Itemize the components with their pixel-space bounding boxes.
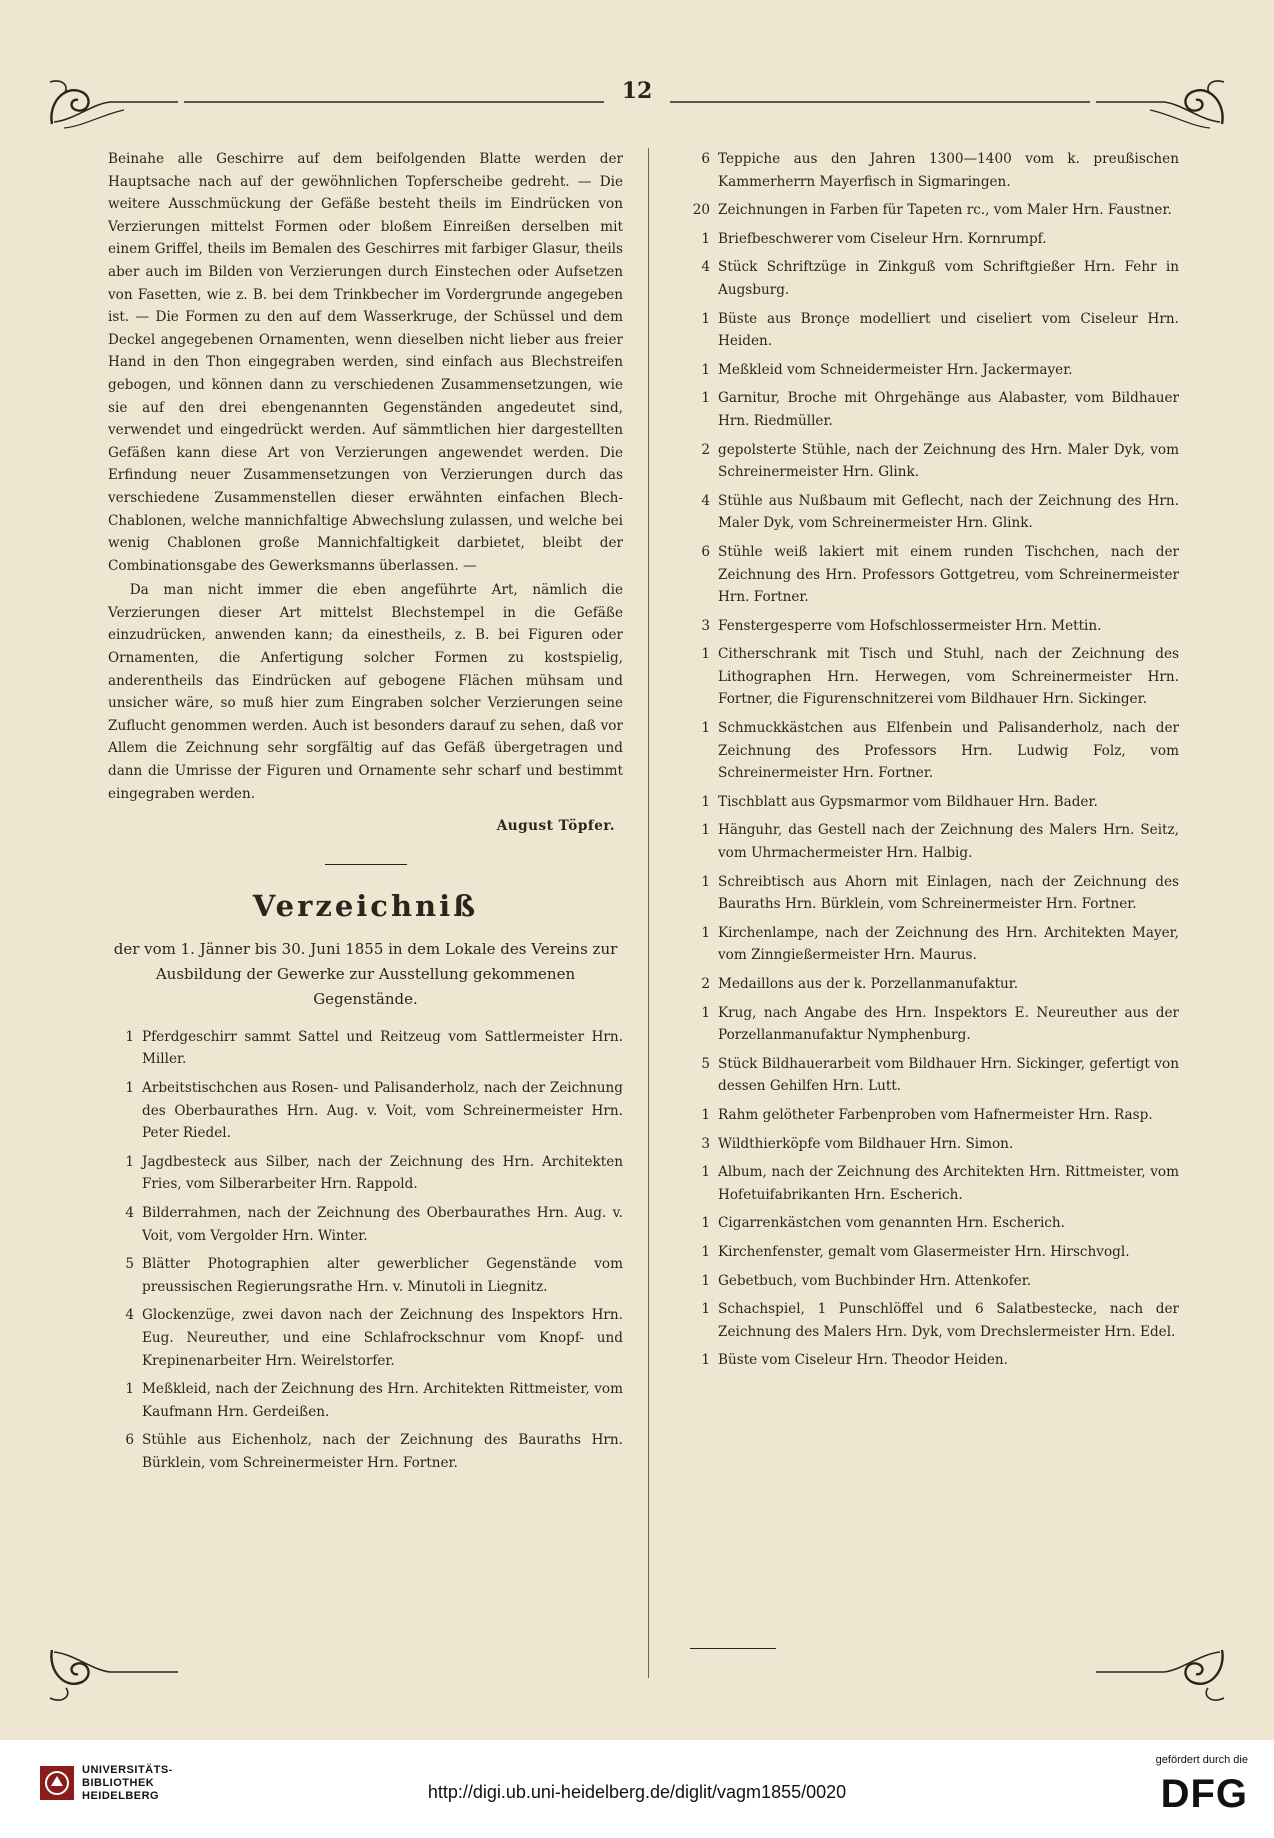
- item-quantity: 1: [701, 1243, 710, 1260]
- item-quantity: 20: [692, 202, 710, 219]
- list-item: [684, 439, 1179, 484]
- permalink-url[interactable]: http://digi.ub.uni-heidelberg.de/diglit/vagm1855/0020: [427, 1782, 847, 1802]
- right-item-list: [684, 148, 1179, 1372]
- item-quantity: 1: [701, 646, 710, 663]
- item-text: Stühle aus Eichenholz, nach der Zeichnung des Bauraths Hrn. Bürklein, vom Schreinermeister Hrn. Fortner.: [142, 1432, 623, 1471]
- item-text: Bilderrahmen, nach der Zeichnung des Oberbaurathes Hrn. Aug. v. Voit, vom Vergolder Hrn. Winter.: [142, 1204, 623, 1244]
- item-text: Hänguhr, das Gestell nach der Zeichnung des Malers Hrn. Seitz, vom Uhrmachermeister Hrn. Halbig.: [718, 822, 1179, 862]
- item-quantity: 1: [701, 1164, 710, 1181]
- item-text: Jagdbesteck aus Silber, nach der Zeichnung des Hrn. Architekten Fries, vom Silberarbeiter Hrn. Rappold.: [142, 1153, 623, 1193]
- item-quantity: 4: [701, 492, 710, 509]
- list-item: [108, 1151, 623, 1196]
- item-quantity: 1: [701, 390, 710, 407]
- item-quantity: 1: [701, 1352, 710, 1369]
- institution-line: HEIDELBERG: [82, 1790, 160, 1802]
- bottom-left-corner-ornament-icon: [44, 1640, 184, 1710]
- list-item: [684, 228, 1179, 251]
- item-quantity: 6: [125, 1432, 134, 1449]
- item-text: Krug, nach Angabe des Hrn. Inspektors E. Neureuther aus der Porzellanmanufaktur Nymphenburg.: [718, 1004, 1179, 1044]
- section-subheading: der vom 1. Jänner bis 30. Juni 1855 in dem Lokale des Vereins zur Ausbildung der Gewerke zur Ausstellung gekommenen Gegenstände.: [113, 939, 618, 1008]
- right-column: [684, 148, 1179, 1378]
- item-text: Stück Bildhauerarbeit vom Bildhauer Hrn. Sickinger, gefertigt von dessen Gehilfen Hrn. Lutt.: [718, 1055, 1179, 1095]
- list-item: [684, 1161, 1179, 1206]
- item-text: Cigarrenkästchen vom genannten Hrn. Escherich.: [718, 1215, 1065, 1232]
- list-item: [684, 1298, 1179, 1343]
- item-text: Album, nach der Zeichnung des Architekten Hrn. Rittmeister, vom Hofetuifabrikanten Hrn. Escherich.: [718, 1164, 1179, 1203]
- item-quantity: 2: [701, 441, 710, 458]
- item-quantity: 4: [701, 259, 710, 276]
- list-item: [684, 819, 1179, 864]
- list-item: [684, 1002, 1179, 1047]
- list-item: [684, 359, 1179, 382]
- list-item: [684, 1270, 1179, 1293]
- item-text: Stück Schriftzüge in Zinkguß vom Schriftgießer Hrn. Fehr in Augsburg.: [718, 259, 1179, 298]
- item-quantity: 1: [701, 793, 710, 810]
- list-item: [108, 1026, 623, 1071]
- list-item: [684, 490, 1179, 535]
- item-text: Teppiche aus den Jahren 1300—1400 vom k. preußischen Kammerherrn Mayerfisch in Sigmaringen.: [718, 151, 1179, 190]
- item-text: Schmuckkästchen aus Elfenbein und Palisanderholz, nach der Zeichnung des Professors Hrn. Ludwig Folz, vom Schreinermeister Hrn. Fortner.: [718, 720, 1179, 782]
- item-quantity: 6: [701, 151, 710, 167]
- intro-paragraph-1: Beinahe alle Geschirre auf dem beifolgenden Blatte werden der Hauptsache nach auf der gewöhnlichen Topferscheibe gedreht. — Die weitere Ausschmückung der Gefäße besteht theils im Eindrücken von Verzierungen mittelst Formen oder bloßem Einreißen derselben mit einem Griffel, theils im Bemalen des Geschirres mit farbiger Glasur, theils aber auch im Bilden von Verzierungen durch Einstechen oder Aufsetzen von Fasetten, wie z. B. bei dem Trinkbecher im Vordergrunde angegeben ist. — Die Formen zu den auf dem Wasserkruge, der Schüssel und dem Deckel angegebenen Ornamenten, wenn dieselben nicht lieber aus freier Hand in den Thon eingegraben werden, sind einfach aus Blechstreifen gebogen, und können dann zu verschiedenen Zusammensetzungen, wie sie auf den drei ebengenannten Gegenständen angedeutet sind, verwendet und eingedrückt werden. Auf sämmtlichen hier dargestellten Gefäßen kann diese Art von Verzierungen angewendet werden. Die Erfindung neuer Zusammensetzungen von Verzierungen durch das verschiedene Zusammenstellen dieser erwähnten einfachen Blech-Chablonen, welche mannichfaltige Abwechslung zulassen, und welche bei wenig Chablonen große Mannichfaltigkeit darbietet, bleibt der Combinationsgabe des Gewerksmanns überlassen. —: [108, 151, 623, 574]
- item-text: Kirchenlampe, nach der Zeichnung des Hrn. Architekten Mayer, vom Zinngießermeister Hrn. Maurus.: [718, 924, 1179, 964]
- item-text: gepolsterte Stühle, nach der Zeichnung des Hrn. Maler Dyk, vom Schreinermeister Hrn. Glink.: [718, 441, 1179, 481]
- item-quantity: 1: [701, 924, 710, 941]
- item-text: Garnitur, Broche mit Ohrgehänge aus Alabaster, vom Bildhauer Hrn. Riedmüller.: [718, 390, 1179, 429]
- item-quantity: 1: [701, 1215, 710, 1232]
- list-item: [108, 1378, 623, 1423]
- item-quantity: 1: [701, 873, 710, 890]
- item-quantity: 1: [701, 310, 710, 327]
- list-item: [684, 1104, 1179, 1127]
- left-item-list: [108, 1026, 623, 1475]
- item-text: Kirchenfenster, gemalt vom Glasermeister Hrn. Hirschvogl.: [718, 1243, 1130, 1260]
- item-text: Gebetbuch, vom Buchbinder Hrn. Attenkofer.: [718, 1272, 1032, 1289]
- item-quantity: 4: [125, 1307, 134, 1324]
- item-quantity: 1: [701, 1301, 710, 1318]
- list-item: [684, 256, 1179, 301]
- item-text: Briefbeschwerer vom Ciseleur Hrn. Kornrumpf.: [718, 230, 1047, 247]
- item-quantity: 1: [125, 1080, 134, 1096]
- item-text: Fenstergesperre vom Hofschlossermeister Hrn. Mettin.: [718, 617, 1102, 634]
- item-text: Meßkleid vom Schneidermeister Hrn. Jackermayer.: [718, 361, 1073, 378]
- item-text: Stühle weiß lakiert mit einem runden Tischchen, nach der Zeichnung des Hrn. Professors Gottgetreu, vom Schreinermeister Hrn. Fortner.: [718, 543, 1179, 606]
- list-item: [684, 1053, 1179, 1098]
- bottom-right-corner-ornament-icon: [1090, 1640, 1230, 1710]
- list-item: [684, 308, 1179, 353]
- item-text: Arbeitstischchen aus Rosen- und Palisanderholz, nach der Zeichnung des Oberbaurathes Hrn. Aug. v. Voit, vom Schreinermeister Hrn. Peter Riedel.: [142, 1080, 623, 1142]
- list-item: [108, 1077, 623, 1145]
- item-quantity: 1: [701, 230, 710, 247]
- item-quantity: 5: [701, 1055, 710, 1072]
- list-item: [684, 871, 1179, 916]
- bottom-rule: [690, 1648, 776, 1649]
- item-text: Schachspiel, 1 Punschlöffel und 6 Salatbestecke, nach der Zeichnung des Malers Hrn. Dyk, vom Drechslermeister Hrn. Edel.: [718, 1301, 1179, 1340]
- item-quantity: 1: [701, 361, 710, 378]
- item-quantity: 4: [125, 1204, 134, 1221]
- item-text: Büste vom Ciseleur Hrn. Theodor Heiden.: [718, 1352, 1008, 1369]
- list-item: [684, 1349, 1179, 1372]
- list-item: [108, 1304, 623, 1372]
- list-item: [684, 973, 1179, 996]
- item-quantity: 1: [125, 1153, 134, 1170]
- section-heading: Verzeichniß: [252, 888, 479, 923]
- item-text: Glockenzüge, zwei davon nach der Zeichnung des Inspektors Hrn. Eug. Neureuther, und eine Schlafrockschnur vom Knopf- und Krepinenarbeiter Hrn. Weirelstorfer.: [142, 1307, 623, 1369]
- item-text: Stühle aus Nußbaum mit Geflecht, nach der Zeichnung des Hrn. Maler Dyk, vom Schreinermeister Hrn. Glink.: [718, 492, 1179, 532]
- item-text: Medaillons aus der k. Porzellanmanufaktur.: [718, 976, 1019, 992]
- item-quantity: 3: [701, 617, 710, 634]
- item-text: Meßkleid, nach der Zeichnung des Hrn. Architekten Rittmeister, vom Kaufmann Hrn. Gerdeißen.: [142, 1381, 623, 1420]
- institution-line: BIBLIOTHEK: [82, 1777, 155, 1789]
- item-quantity: 6: [701, 543, 710, 560]
- list-item: [108, 1202, 623, 1247]
- item-text: Büste aus Bronçe modelliert und ciseliert vom Ciseleur Hrn. Heiden.: [718, 310, 1179, 350]
- item-text: Blätter Photographien alter gewerblicher Gegenstände vom preussischen Regierungsrathe Hrn. v. Minutoli in Liegnitz.: [142, 1256, 623, 1295]
- item-quantity: 3: [701, 1135, 710, 1152]
- list-item: [684, 615, 1179, 638]
- item-text: Citherschrank mit Tisch und Stuhl, nach der Zeichnung des Lithographen Hrn. Herwegen, vom Schreinermeister Hrn. Fortner, die Figurenschnitzerei vom Bildhauer Hrn. Sickinger.: [718, 646, 1179, 708]
- item-quantity: 1: [701, 822, 710, 839]
- institution-line: UNIVERSITÄTS-: [82, 1764, 173, 1776]
- funded-by-label: gefördert durch die: [1155, 1754, 1248, 1766]
- page-number: 12: [621, 78, 653, 104]
- left-column: [108, 148, 623, 1481]
- list-item: [684, 1212, 1179, 1235]
- item-text: Wildthierköpfe vom Bildhauer Hrn. Simon.: [718, 1135, 1014, 1152]
- list-item: [684, 541, 1179, 609]
- section-divider: [325, 864, 407, 865]
- item-quantity: 2: [701, 976, 710, 992]
- item-quantity: 1: [125, 1381, 134, 1398]
- item-text: Zeichnungen in Farben für Tapeten rc., vom Maler Hrn. Faustner.: [718, 202, 1172, 219]
- item-text: Pferdgeschirr sammt Sattel und Reitzeug vom Sattlermeister Hrn. Miller.: [142, 1028, 623, 1068]
- intro-paragraph-2: Da man nicht immer die eben angeführte Art, nämlich die Verzierungen dieser Art mittelst Blechstempel in die Gefäße einzudrücken, anwenden kann; da einestheils, z. B. bei Figuren oder Ornamenten, die Anfertigung solcher Formen zu kostspielig, anderentheils das Eindrücken auf gebogene Flächen mühsam und unsicher wäre, so muß hier zum Eingraben solcher Verzierungen seine Zuflucht genommen werden. Auch ist besonders darauf zu sehen, daß vor Allem die Zeichnung sehr sorgfältig auf das Gefäß übergetragen und dann die Umrisse der Figuren und Ornamente sehr scharf und bestimmt eingegraben werden.: [108, 582, 623, 802]
- list-item: [684, 791, 1179, 814]
- list-item: [684, 643, 1179, 711]
- list-item: [684, 148, 1179, 193]
- list-item: [108, 1429, 623, 1474]
- list-item: [684, 1133, 1179, 1156]
- item-text: Tischblatt aus Gypsmarmor vom Bildhauer Hrn. Bader.: [718, 793, 1098, 810]
- list-item: [684, 199, 1179, 222]
- list-item: [108, 1253, 623, 1298]
- item-quantity: 1: [701, 1004, 710, 1021]
- dfg-logo: DFG: [1160, 1772, 1248, 1816]
- list-item: [684, 1241, 1179, 1264]
- column-divider: [648, 148, 649, 1678]
- item-text: Rahm gelötheter Farbenproben vom Hafnermeister Hrn. Rasp.: [718, 1106, 1153, 1123]
- item-quantity: 1: [701, 1272, 710, 1289]
- item-quantity: 1: [701, 720, 710, 737]
- item-quantity: 1: [125, 1028, 134, 1045]
- viewer-footer: [0, 1740, 1274, 1838]
- list-item: [684, 922, 1179, 967]
- author-signature: August Töpfer.: [496, 818, 615, 835]
- item-quantity: 5: [125, 1256, 134, 1273]
- list-item: [684, 387, 1179, 432]
- item-quantity: 1: [701, 1106, 710, 1123]
- item-text: Schreibtisch aus Ahorn mit Einlagen, nach der Zeichnung des Bauraths Hrn. Bürklein, vom Schreinermeister Hrn. Fortner.: [718, 873, 1179, 913]
- list-item: [684, 717, 1179, 785]
